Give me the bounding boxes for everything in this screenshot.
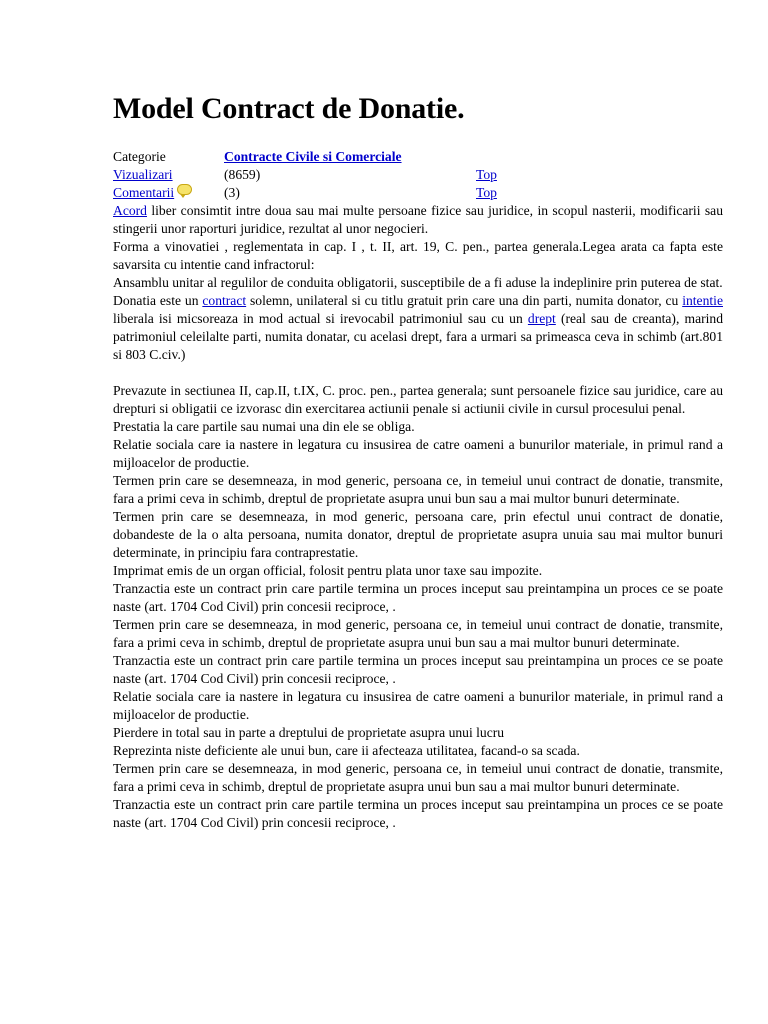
paragraph-gap (113, 364, 723, 382)
article-body (113, 202, 723, 832)
paragraph: Forma a vinovatiei , reglementata in cap. I , t. II, art. 19, C. pen., partea generala.Legea arata ca fapta este savarsita cu intentie cand infractorul: (113, 239, 723, 272)
drept-link[interactable]: drept (527, 311, 556, 326)
paragraph-text: solemn, unilateral si cu titlu gratuit prin care una din parti, numita donator, cu (246, 293, 683, 308)
page-title: Model Contract de Donatie. (113, 92, 465, 125)
intentie-link[interactable]: intentie (682, 293, 723, 308)
meta-row-views (113, 166, 723, 184)
paragraph: Ansamblu unitar al regulilor de conduita obligatorii, susceptibile de a fi aduse la indeplinire prin puterea de stat. (113, 275, 723, 290)
paragraph: Termen prin care se desemneaza, in mod generic, persoana ce, in temeiul unui contract de donatie, transmite, fara a primi ceva in schimb, dreptul de proprietate asupra unui bun sau a mai multor bunuri determinate. (113, 473, 723, 506)
paragraph: Tranzactia este un contract prin care partile termina un proces inceput sau preintampina un proces ce se poate naste (art. 1704 Cod Civil) prin concesii reciproce, . (113, 581, 723, 614)
comments-count: (3) (224, 185, 240, 200)
paragraph: Tranzactia este un contract prin care partile termina un proces inceput sau preintampina un proces ce se poate naste (art. 1704 Cod Civil) prin concesii reciproce, . (113, 797, 723, 830)
paragraph: Relatie sociala care ia nastere in legatura cu insusirea de catre oameni a bunurilor materiale, in primul rand a mijloacelor de productie. (113, 437, 723, 470)
paragraph: Imprimat emis de un organ official, folosit pentru plata unor taxe sau impozite. (113, 563, 543, 578)
meta-row-category (113, 148, 723, 166)
meta-row-comments (113, 184, 723, 202)
paragraph (113, 292, 723, 364)
article-meta (113, 148, 723, 202)
paragraph: Termen prin care se desemneaza, in mod generic, persoana care, prin efectul unui contract de donatie, dobandeste de la o alta persoana, numita donator, dreptul de proprietate asupra unuia sau mai multor bunuri determinate, in principiu fara contraprestatie. (113, 509, 723, 560)
comments-cell (113, 184, 224, 202)
paragraph-text: Donatia este un (113, 293, 203, 308)
paragraph-text: (real sau de creanta), marind patrimoniul celeilalte parti, numita donatar, cu acelasi drept, fara a urmari sa primeasca ceva in schimb (art.801 si 803 C.civ.) (113, 311, 723, 362)
comments-link[interactable]: Comentarii (113, 185, 175, 200)
paragraph: Termen prin care se desemneaza, in mod generic, persoana ce, in temeiul unui contract de donatie, transmite, fara a primi ceva in schimb, dreptul de proprietate asupra unui bun sau a mai multor bunuri determinate. (113, 617, 723, 650)
paragraph: Relatie sociala care ia nastere in legatura cu insusirea de catre oameni a bunurilor materiale, in primul rand a mijloacelor de productie. (113, 689, 723, 722)
category-link[interactable]: Contracte Civile si Comerciale (224, 149, 402, 164)
paragraph-text: liber consimtit intre doua sau mai multe persoane fizice sau juridice, in scopul nasterii, modificarii sau stingerii unor raporturi juridice, rezultat al unor negocieri. (113, 203, 723, 236)
paragraph-text: liberala isi micsoreaza in mod actual si irevocabil patrimoniul sau cu un (113, 311, 528, 326)
views-count: (8659) (224, 167, 261, 182)
top-link-comments[interactable]: Top (476, 185, 497, 200)
paragraph: Pierdere in total sau in parte a dreptului de proprietate asupra unui lucru (113, 725, 505, 740)
paragraph: Prevazute in sectiunea II, cap.II, t.IX, C. proc. pen., partea generala; sunt persoanele fizice sau juridice, care au drepturi si obligatii ce izvorasc din exercitarea actiunii penale si actiunii civile in cursul procesului penal. (113, 383, 723, 416)
acord-link[interactable]: Acord (113, 203, 147, 218)
views-link[interactable]: Vizualizari (113, 167, 173, 182)
contract-link[interactable]: contract (202, 293, 247, 308)
paragraph: Tranzactia este un contract prin care partile termina un proces inceput sau preintampina un proces ce se poate naste (art. 1704 Cod Civil) prin concesii reciproce, . (113, 653, 723, 686)
paragraph: Termen prin care se desemneaza, in mod generic, persoana ce, in temeiul unui contract de donatie, transmite, fara a primi ceva in schimb, dreptul de proprietate asupra unui bun sau a mai multor bunuri determinate. (113, 761, 723, 794)
paragraph: Reprezinta niste deficiente ale unui bun, care ii afecteaza utilitatea, facand-o sa scada. (113, 743, 580, 758)
paragraph: Prestatia la care partile sau numai una din ele se obliga. (113, 419, 415, 434)
comment-bubble-icon (177, 184, 192, 195)
top-link-views[interactable]: Top (476, 167, 497, 182)
paragraph (113, 202, 723, 238)
category-label: Categorie (113, 149, 166, 164)
